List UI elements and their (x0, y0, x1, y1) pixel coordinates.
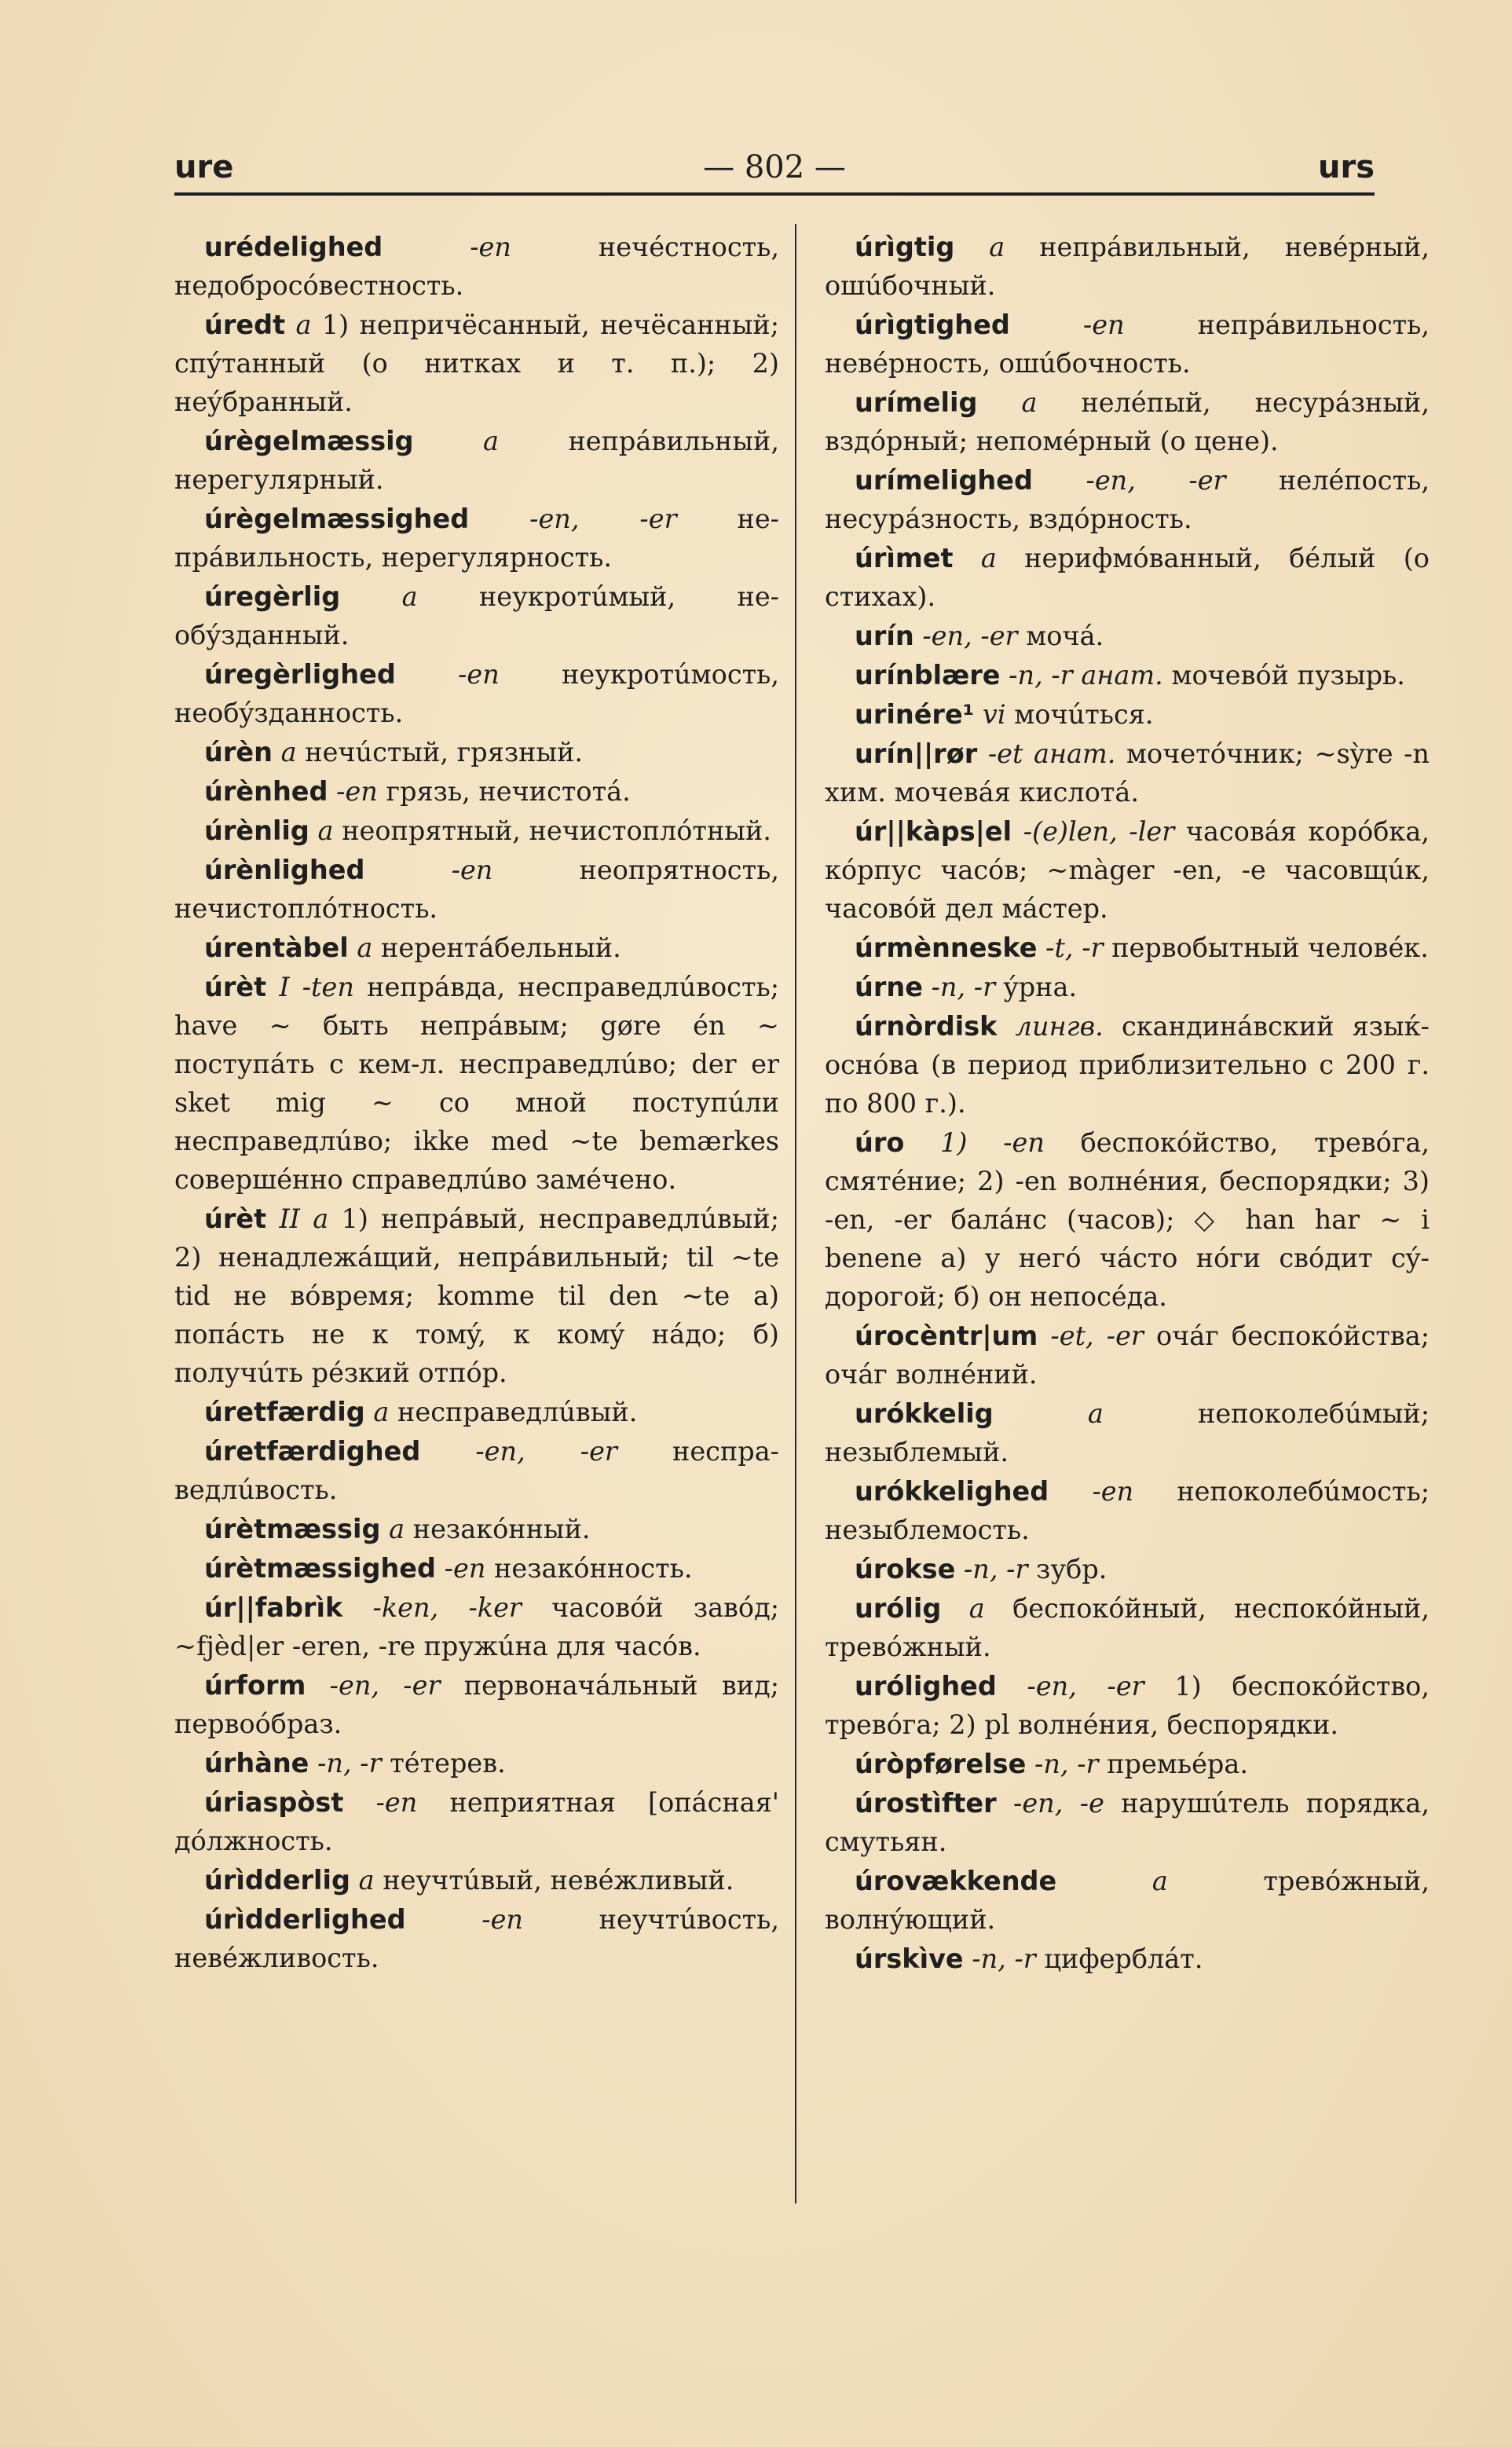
definition: непрáвильность, невéрность, ошúбочность. (825, 310, 1430, 379)
headword: úrègelmæssighed (204, 504, 470, 534)
dictionary-entry (825, 1745, 1430, 1783)
dictionary-entry (825, 1667, 1430, 1744)
definition: беспокóйство, тревóга, смятéние; 2) -en волнéния, беспорядки; 3) -en, -er балáнс (часов); ◇ han har ~ i benene а) у негó чáсто нóги свóдит сýдорогой; б) он непосéда. (825, 1127, 1430, 1312)
grammar-note: a (1087, 1398, 1104, 1429)
column-divider (795, 224, 796, 2203)
grammar-note: -n, -r (317, 1748, 382, 1778)
grammar-note: II a (279, 1203, 329, 1234)
grammar-note: -en (375, 1787, 418, 1818)
definition: мочá. (1026, 621, 1104, 651)
definition: неопрятность, нечистоплóтность. (174, 855, 779, 924)
grammar-note: a (357, 932, 373, 963)
headword: urímelighed (855, 465, 1033, 496)
grammar-note: -en (481, 1904, 523, 1935)
headword: úrènlig (204, 815, 309, 846)
grammar-note: -en (458, 659, 500, 690)
headword: úrostìfter (855, 1788, 997, 1819)
grammar-note: a (373, 1397, 390, 1427)
definition: непрáвильность, нерегулярность. (174, 504, 779, 573)
headword: úrètmæssig (204, 1514, 381, 1544)
dictionary-entry (825, 617, 1430, 655)
right-column (825, 228, 1430, 1979)
dictionary-entry (174, 1510, 779, 1548)
grammar-note: -en, -er (329, 1670, 441, 1701)
definition: нелéпый, несурáзный, вздóрный; непомéрный (о цене). (825, 387, 1430, 456)
headword: urókkelighed (855, 1476, 1049, 1507)
page-number: — 802 — (703, 149, 846, 185)
definition: нелéпость, несурáзность, вздóрность. (825, 465, 1430, 534)
dictionary-entry (174, 1666, 779, 1743)
dictionary-entry (825, 1123, 1430, 1316)
dictionary-entry (174, 772, 779, 811)
headword: urímelig (855, 387, 978, 418)
headword: urínblære (855, 660, 1001, 691)
headword: úrègelmæssig (204, 426, 414, 456)
definition: неукротúмость, необýзданность. (174, 659, 780, 728)
headword: úrènlighed (204, 855, 365, 885)
grammar-note: -en (470, 232, 511, 262)
grammar-note: -en, -er (475, 1436, 617, 1467)
definition: несправедлúвый. (397, 1397, 638, 1427)
definition: нерентáбельный. (381, 932, 621, 963)
dictionary-entry (174, 1588, 779, 1665)
dictionary-entry (825, 1317, 1430, 1394)
headword: úrèt (204, 972, 267, 1002)
definition: нерифмóванный, бéлый (о стихах). (825, 543, 1430, 612)
dictionary-entry (825, 306, 1430, 383)
dictionary-entry (174, 655, 779, 732)
grammar-note: -en (336, 776, 378, 807)
headword: úrìgtighed (855, 310, 1010, 340)
definition: очáг беспокóйства; очáг волнéний. (825, 1321, 1430, 1390)
definition: неучтúвый, невéжливый. (383, 1865, 734, 1896)
grammar-note: a (358, 1865, 375, 1896)
headword: úrhàne (204, 1748, 309, 1778)
dictionary-entry (825, 695, 1430, 734)
headword: úrètmæssighed (204, 1553, 437, 1584)
headword: úro (855, 1127, 905, 1158)
dictionary-entry (174, 1393, 779, 1431)
grammar-note: -n, -r анат. (1009, 660, 1163, 691)
grammar-note: -en, -er (529, 504, 677, 534)
definition: первобытный человéк. (1111, 932, 1429, 963)
grammar-note: I -ten (279, 972, 354, 1002)
dictionary-entry (825, 656, 1430, 694)
grammar-note: -(e)len, -ler (1023, 816, 1175, 847)
headword: úriaspòst (204, 1787, 344, 1818)
headword: úr||kàps|el (855, 816, 1012, 847)
grammar-note: a (989, 232, 1005, 262)
definition: незакóнный. (412, 1514, 591, 1544)
grammar-note: -en (451, 855, 493, 885)
headword: úrènhed (204, 776, 328, 807)
grammar-note: a (968, 1593, 985, 1624)
dictionary-entry (174, 929, 779, 967)
grammar-note: a (389, 1514, 405, 1544)
definition: непрáвильный, невéрный, ошúбочный. (825, 232, 1430, 301)
dictionary-entry (174, 422, 779, 499)
right-guide-word: urs (1317, 149, 1375, 185)
dictionary-entry (825, 1007, 1430, 1123)
headword: uróli̇ghed (855, 1671, 997, 1702)
definition: непоколебúмость; незыблемость. (825, 1476, 1430, 1545)
dictionary-entry (825, 539, 1430, 616)
grammar-note: -et анат. (987, 738, 1116, 769)
grammar-note: -et, -er (1050, 1321, 1144, 1351)
definition: нечéстность, недобросóвестность. (174, 232, 780, 301)
definition: 1) непричёсанный, нечёсанный; спýтанный (о нитках и т. п.); 2) неýбранный. (174, 310, 779, 417)
definition: беспокóйный, неспокóйный, тревóжный. (825, 1593, 1430, 1662)
dictionary-entry (825, 1940, 1430, 1978)
definition: мочетóчник; ~sỳre -n хим. мочевáя кислотá. (825, 738, 1430, 808)
dictionary-entry (825, 1472, 1430, 1549)
headword: úrèt (204, 1203, 267, 1234)
left-column (174, 228, 779, 1978)
dictionary-entry (174, 968, 779, 1199)
page-header (174, 149, 1375, 196)
grammar-note: -en, -er (1085, 465, 1226, 496)
grammar-note: 1) -en (940, 1127, 1045, 1158)
dictionary-entry (174, 577, 779, 654)
dictionary-entry (825, 1784, 1430, 1861)
left-guide-word: ure (174, 149, 234, 185)
dictionary-entry (825, 228, 1430, 305)
headword: úrìdderlighed (204, 1904, 406, 1935)
headword: úredt (204, 310, 286, 340)
grammar-note: -en, -er (922, 621, 1018, 651)
definition: цифербла́т. (1044, 1943, 1203, 1974)
definition: ýрна. (1003, 972, 1078, 1002)
grammar-note: -t, -r (1045, 932, 1104, 963)
grammar-note: лингв. (1015, 1011, 1104, 1042)
dictionary-entry (825, 1550, 1430, 1588)
headword: urédelighed (204, 232, 383, 262)
definition: несправедлúвость. (174, 1436, 779, 1505)
headword: úrìdderlig (204, 1865, 351, 1896)
dictionary-entry (174, 733, 779, 771)
dictionary-entry (174, 1900, 779, 1977)
headword: úrìmet (855, 543, 954, 573)
dictionary-entry (825, 1394, 1430, 1471)
dictionary-entry (825, 929, 1430, 967)
headword: úr||fabrìk (204, 1592, 343, 1623)
dictionary-entry (174, 811, 779, 850)
headword: úrskìve (855, 1943, 964, 1974)
dictionary-entry (174, 851, 779, 928)
definition: грязь, нечистотá. (386, 776, 631, 807)
dictionary-entry (174, 228, 779, 305)
definition: 1) непрáвый, несправедлúвый; 2) ненадлежáщий, непрáвильный; til ~te tid не вóвремя; komme til den ~te a) попáсть не к томý, к комý нáдо; б) получúть рéзкий отпóр. (174, 1203, 779, 1388)
headword: urólig (855, 1593, 942, 1624)
headword: úretfærdighed (204, 1436, 421, 1467)
headword: úrmènneske (855, 932, 1038, 963)
grammar-note: -n, -r (972, 1943, 1036, 1974)
grammar-note: a (317, 815, 334, 846)
dictionary-entry (825, 383, 1430, 460)
dictionary-entry (174, 1744, 779, 1782)
definition: часовóй завóд; ~fjèd|er -eren, -re пружúна для часóв. (174, 1592, 780, 1661)
grammar-note: -n, -r (1034, 1749, 1099, 1779)
dictionary-entry (825, 1589, 1430, 1666)
grammar-note: -n, -r (963, 1554, 1028, 1584)
definition: незакóнность. (494, 1553, 693, 1584)
definition: непрáвильный, нерегулярный. (174, 426, 780, 495)
grammar-note: a (1151, 1866, 1168, 1896)
dictionary-entry (825, 812, 1430, 928)
grammar-note: a (483, 426, 500, 456)
definition: первоначáльный вид; первоóбраз. (174, 1670, 780, 1739)
definition: тревóжный, волнýющий. (825, 1866, 1430, 1935)
headword: úrèn (204, 737, 273, 767)
dictionary-entry (174, 1432, 779, 1509)
headword: urín (855, 621, 914, 651)
grammar-note: a (295, 310, 312, 340)
definition: неприятная [опáсная' дóлжность. (174, 1787, 779, 1856)
header-rule (174, 192, 1375, 196)
definition: неучтúвость, невéжливость. (174, 1904, 780, 1973)
dictionary-entry (825, 734, 1430, 811)
definition: тéтерев. (390, 1748, 506, 1778)
grammar-note: -en (444, 1553, 486, 1584)
grammar-note: -ken, -ker (372, 1592, 522, 1623)
grammar-note: -en, -e (1013, 1788, 1104, 1819)
dictionary-entry (825, 461, 1430, 538)
dictionary-entry (174, 500, 779, 577)
grammar-note: -en (1082, 310, 1125, 340)
dictionary-entry (174, 1861, 779, 1899)
definition: нарушúтель порядка, смутьян. (825, 1788, 1430, 1857)
headword: úrentàbel (204, 932, 349, 963)
grammar-note: vi (983, 699, 1006, 730)
headword: úregèrlig (204, 581, 341, 612)
definition: непрáвда, несправедлúвость; have ~ быть непрáвым; gøre én ~ поступáть с кем-л. несправедлúво; der er sket mig ~ со мной поступúли несправедлúво; ikke med ~te bemærkes совершéнно справедлúво замéчено. (174, 972, 779, 1195)
headword: úròpførelse (855, 1749, 1027, 1779)
headword: úrne (855, 972, 923, 1002)
headword: úrokse (855, 1554, 956, 1584)
dictionary-entry (174, 306, 779, 421)
dictionary-entry (825, 1862, 1430, 1939)
definition: зубр. (1036, 1554, 1107, 1584)
definition: мочевóй пузырь. (1171, 660, 1405, 691)
dictionary-entry (174, 1783, 779, 1860)
grammar-note: -n, -r (931, 972, 996, 1002)
definition: нечúстый, грязный. (305, 737, 584, 767)
dictionary-entry (174, 1549, 779, 1588)
headword: úrform (204, 1670, 306, 1701)
headword: úrnòrdisk (855, 1011, 998, 1042)
headword: úrìgtig (855, 232, 955, 262)
definition: неукротúмый, необýзданный. (174, 581, 779, 650)
dictionary-entry (174, 1200, 779, 1392)
headword: urín||rør (855, 738, 978, 769)
headword: úrovækkende (855, 1866, 1057, 1896)
grammar-note: a (980, 543, 997, 573)
grammar-note: a (1021, 387, 1038, 418)
definition: мочúться. (1014, 699, 1154, 730)
definition: 1) беспокóйство, тревóга; 2) pl волнéния, беспорядки. (825, 1671, 1430, 1740)
grammar-note: a (401, 581, 418, 612)
headword: úregèrlighed (204, 659, 396, 690)
headword: urinére¹ (855, 699, 975, 730)
grammar-note: -en, -er (1027, 1671, 1144, 1702)
headword: úrocèntr|um (855, 1321, 1038, 1351)
headword: urókkelig (855, 1398, 994, 1429)
headword: úretfærdig (204, 1397, 365, 1427)
grammar-note: -en (1092, 1476, 1134, 1507)
definition: неопрятный, нечистоплóтный. (342, 815, 771, 846)
definition: непоколебúмый; незыблемый. (825, 1398, 1430, 1467)
grammar-note: a (280, 737, 297, 767)
definition: часовáя корóбка, кóрпус часóв; ~màger -en, -e часовщúк, часовóй дел мáстер. (825, 816, 1430, 924)
definition: премьéра. (1107, 1749, 1248, 1779)
definition: скандинáвский языќ-оснóва (в период приблизительно с 200 г. по 800 г.). (825, 1011, 1430, 1119)
dictionary-entry (825, 968, 1430, 1006)
